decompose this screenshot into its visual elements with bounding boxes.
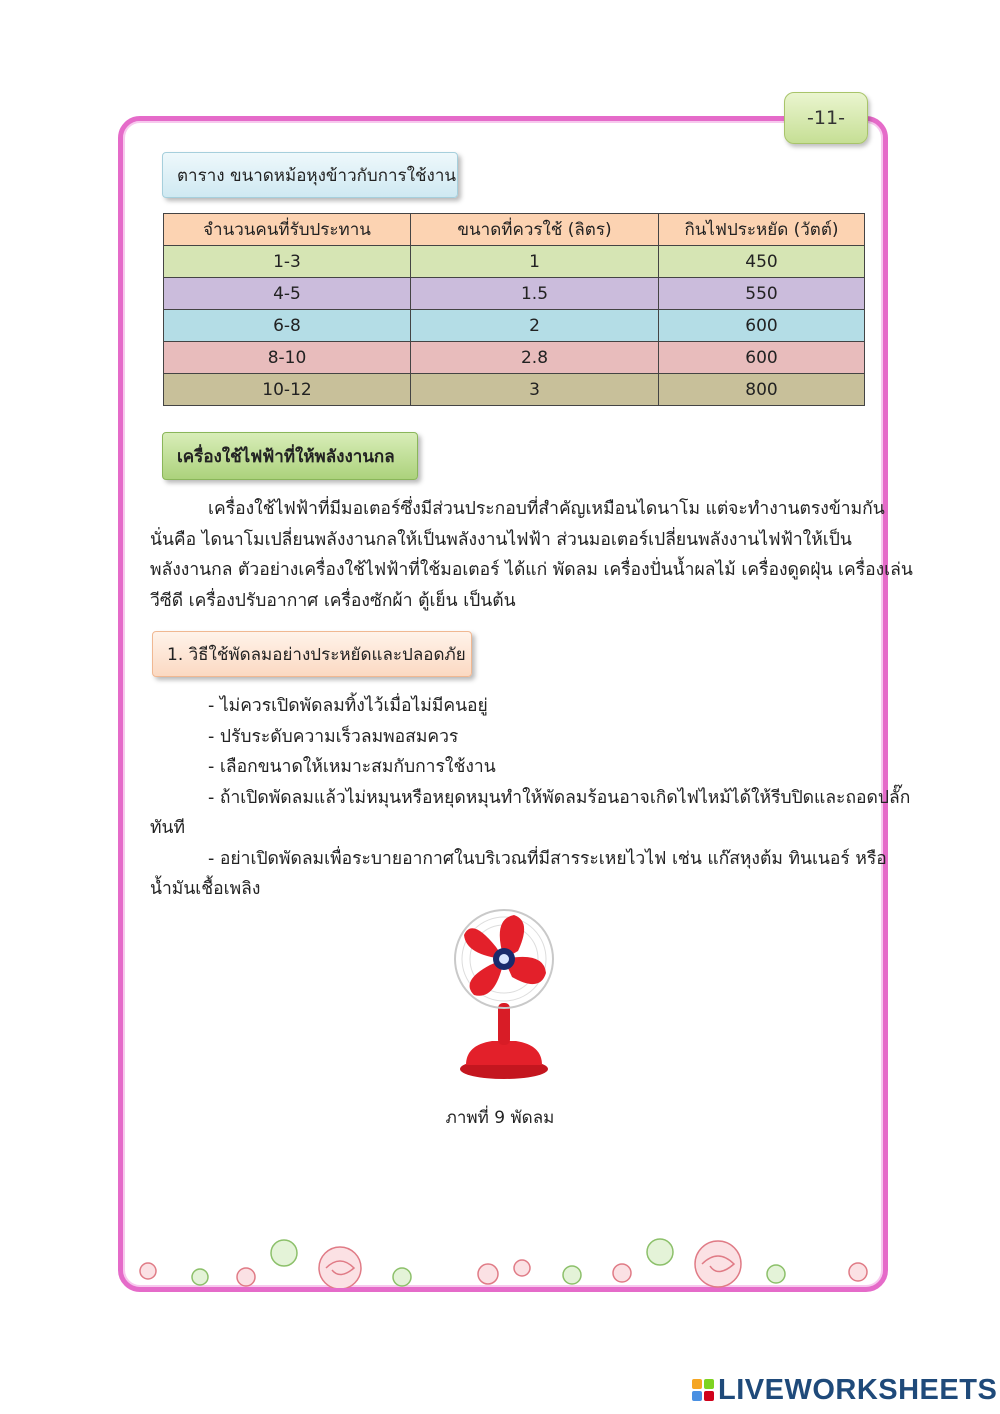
- cell-people: 6-8: [164, 310, 411, 342]
- table-row: [164, 310, 865, 342]
- electric-fan-image: [452, 905, 556, 1080]
- cell-watts: 800: [659, 374, 865, 406]
- cell-size: 2: [411, 310, 659, 342]
- paragraph-line: นั่นคือ ไดนาโมเปลี่ยนพลังงานกลให้เป็นพลังงานไฟฟ้า ส่วนมอเตอร์เปลี่ยนพลังงานไฟฟ้าให้เป็น: [150, 529, 852, 550]
- tip-item: - เลือกขนาดให้เหมาะสมกับการใช้งาน: [208, 757, 496, 777]
- liveworksheets-logo-icon: [692, 1379, 714, 1401]
- paragraph-line: พลังงานกล ตัวอย่างเครื่องใช้ไฟฟ้าที่ใช้มอเตอร์ ได้แก่ พัดลม เครื่องปั่นน้ำผลไม้ เครื่องดูดฝุ่น เครื่องเล่น: [150, 560, 913, 580]
- col-header-people: จำนวนคนที่รับประทาน: [164, 214, 411, 246]
- paragraph-line: เครื่องใช้ไฟฟ้าที่มีมอเตอร์ซึ่งมีส่วนประกอบที่สำคัญเหมือนไดนาโม แต่จะทำงานตรงข้ามกัน: [208, 499, 885, 519]
- table-row: [164, 278, 865, 310]
- cell-size: 1.5: [411, 278, 659, 310]
- cell-size: 1: [411, 246, 659, 278]
- page-number: -11-: [784, 92, 868, 144]
- cell-watts: 600: [659, 342, 865, 374]
- tip-item: - ถ้าเปิดพัดลมแล้วไม่หมุนหรือหยุดหมุนทำให้พัดลมร้อนอาจเกิดไฟไหม้ได้ให้รีบปิดและถอดปลั๊ก: [208, 787, 911, 808]
- ornament-border: [122, 1228, 884, 1288]
- rice-cooker-table: [163, 213, 865, 406]
- table-row: [164, 374, 865, 406]
- table-row: [164, 342, 865, 374]
- col-header-size: ขนาดที่ควรใช้ (ลิตร): [411, 214, 659, 246]
- fan-tips: [150, 691, 911, 905]
- paragraph-line: วีซีดี เครื่องปรับอากาศ เครื่องซักผ้า ตู้เย็น เป็นต้น: [150, 590, 516, 611]
- motor-paragraph: [150, 494, 913, 616]
- cell-people: 1-3: [164, 246, 411, 278]
- cell-people: 8-10: [164, 342, 411, 374]
- tip-item: - ปรับระดับความเร็วลมพอสมควร: [208, 726, 459, 747]
- tip-item: - ไม่ควรเปิดพัดลมทิ้งไว้เมื่อไม่มีคนอยู่: [208, 696, 488, 716]
- table-heading: ตาราง ขนาดหม้อหุงข้าวกับการใช้งาน: [162, 152, 458, 198]
- cell-size: 2.8: [411, 342, 659, 374]
- tip-item-continued: ทันที: [150, 818, 186, 838]
- cell-watts: 550: [659, 278, 865, 310]
- table-row: [164, 246, 865, 278]
- cell-people: 4-5: [164, 278, 411, 310]
- liveworksheets-brand: [692, 1373, 998, 1406]
- figure-caption: ภาพที่ 9 พัดลม: [445, 1108, 555, 1128]
- tip-item: - อย่าเปิดพัดลมเพื่อระบายอากาศในบริเวณที่มีสารระเหยไวไฟ เช่น แก๊สหุงต้ม ทินเนอร์ หรือ: [208, 848, 887, 869]
- cell-size: 3: [411, 374, 659, 406]
- section-heading: เครื่องใช้ไฟฟ้าที่ให้พลังงานกล: [162, 432, 418, 480]
- brand-name: LIVEWORKSHEETS: [718, 1373, 998, 1406]
- tip-item-continued: น้ำมันเชื้อเพลิง: [150, 879, 261, 899]
- cell-people: 10-12: [164, 374, 411, 406]
- cell-watts: 600: [659, 310, 865, 342]
- col-header-watts: กินไฟประหยัด (วัตต์): [659, 214, 865, 246]
- table-header-row: [164, 214, 865, 246]
- cell-watts: 450: [659, 246, 865, 278]
- fan-heading: 1. วิธีใช้พัดลมอย่างประหยัดและปลอดภัย: [152, 631, 472, 677]
